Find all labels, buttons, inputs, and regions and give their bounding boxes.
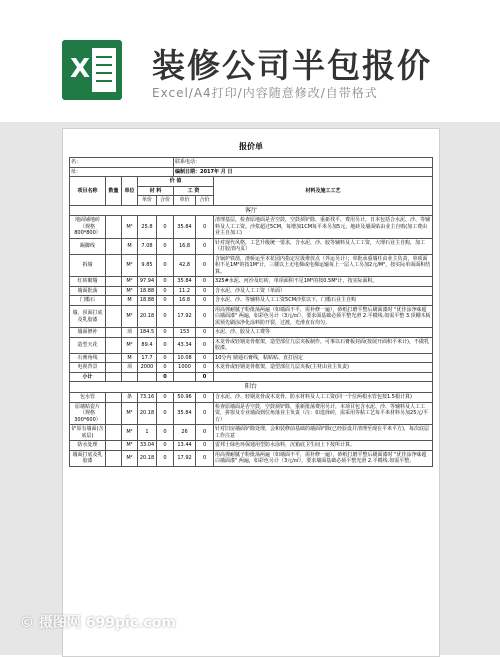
item-unit: M²	[122, 441, 138, 451]
item-name: 拆墙	[70, 254, 106, 277]
labor-total: 0	[196, 305, 214, 328]
labor-unit-price: 42.8	[174, 254, 196, 277]
item-qty	[106, 337, 122, 353]
material-unit-price: 17.7	[138, 353, 157, 363]
labor-unit-price: 13.44	[174, 441, 196, 451]
labor-total: 0	[196, 441, 214, 451]
labor-total: 0	[196, 328, 214, 338]
page-title: 装修公司半包报价	[152, 46, 432, 85]
labor-total: 0	[196, 353, 214, 363]
item-unit: M²	[122, 216, 138, 239]
material-total: 0	[157, 337, 174, 353]
table-row	[70, 425, 433, 441]
table-row	[70, 286, 433, 296]
table-row	[70, 216, 433, 239]
material-unit-price: 7.08	[138, 238, 157, 254]
date-label: 编制日期：2017年 月 日	[174, 167, 433, 177]
table-row	[70, 402, 433, 425]
item-qty	[106, 277, 122, 287]
item-unit: M	[122, 296, 138, 306]
item-process: 10分内 鼎通石膏线，粘贴贴、直打固定	[214, 353, 433, 363]
table-row	[70, 328, 433, 338]
watermark: © 摄图网 699pic.com	[20, 615, 176, 631]
item-qty	[106, 254, 122, 277]
material-total: 0	[157, 296, 174, 306]
labor-unit-price: 35.84	[174, 216, 196, 239]
material-total: 0	[157, 216, 174, 239]
col-item: 项目名称	[70, 177, 106, 206]
item-process: 检查原墙面是否空鼓，空鼓须铲除，重新批荡费用另计，本项目包含水泥、沙、等辅料及人工工资，拼窗及专业墙面到位角落业主负责（注：如选择砖，需采用等粘工艺每平米材料另加25元/平方）	[214, 402, 433, 425]
item-unit: M²	[122, 450, 138, 466]
item-qty	[106, 402, 122, 425]
item-name: 防水处理	[70, 441, 106, 451]
labor-total: 0	[196, 402, 214, 425]
section-row	[70, 205, 433, 216]
material-unit-price: 20.18	[138, 305, 157, 328]
material-total: 0	[157, 286, 174, 296]
sheet-icon	[92, 48, 116, 92]
material-total: 0	[157, 277, 174, 287]
banner	[0, 0, 500, 122]
material-unit-price: 89.4	[138, 337, 157, 353]
section-row	[70, 382, 433, 393]
material-unit-price: 33.04	[138, 441, 157, 451]
item-unit: 项	[122, 363, 138, 373]
info-row	[70, 167, 433, 177]
material-total: 0	[157, 305, 174, 328]
material-total: 0	[157, 363, 174, 373]
item-qty	[106, 328, 122, 338]
item-process: 用高弹耐腻子粉批荡两遍（如墙面不平，需补修一遍），砂纸打磨平整后刷面漆时 "优佳涂净味超白墙面漆" 两遍，如彩色另计（3元/㎡），要求面基础必须平整光滑 2.平模线.如需平整 3.顶棚木板需预先刷涂净化涂料防开裂，过渡，光滑直有均匀。	[215, 306, 431, 326]
labor-unit-price: 35.84	[174, 277, 196, 287]
col-unit-price: 单价	[138, 196, 157, 206]
table-row	[70, 353, 433, 363]
item-name: 电视背景	[70, 363, 106, 373]
item-name: 地面铺地砖（规格800*800）	[70, 216, 106, 239]
table-row	[70, 277, 433, 287]
section-title: 客厅	[70, 205, 433, 216]
labor-total: 0	[196, 296, 214, 306]
item-name: 包水管	[70, 393, 106, 403]
col-material: 材 料	[138, 186, 174, 196]
item-unit: M²	[122, 254, 138, 277]
table-row	[70, 450, 433, 466]
item-name: 铲原有墙面(含底层)	[70, 425, 106, 441]
section-title: 阳台	[70, 382, 433, 393]
item-unit: M²	[122, 286, 138, 296]
subtotal-label: 小计	[70, 372, 106, 382]
item-unit: 项	[122, 328, 138, 338]
material-unit-price: 20.18	[138, 450, 157, 466]
item-name: 原墙贴瓷片（规格300*600）	[70, 402, 106, 425]
item-process: 用高弹耐腻子粉批荡两遍（如墙面不平，需补修一遍），砂纸打磨平整后刷面漆时 "优佳涂净味超白墙面漆" 两遍，如彩色另计（3元/㎡），要求墙面基础必须平整光滑 2.平模线.如需平整。	[214, 450, 433, 466]
material-unit-price: 18.88	[138, 286, 157, 296]
material-unit-price: 184.5	[138, 328, 157, 338]
item-process: 木龙骨或轻钢龙骨框架，造型部位九层夹板制作，可事以石膏板封面(按展开面积平米计)，不做乳胶漆。	[214, 337, 433, 353]
excel-icon: X	[62, 40, 122, 100]
labor-total: 0	[196, 238, 214, 254]
address-label: 址：	[70, 167, 174, 177]
col-total: 合价	[196, 196, 214, 206]
item-unit: M²	[122, 305, 138, 328]
empty-cell	[106, 372, 122, 382]
item-name: 墙面批荡	[70, 286, 106, 296]
material-total: 0	[157, 425, 174, 441]
labor-unit-price: 26	[174, 425, 196, 441]
material-total: 0	[157, 353, 174, 363]
material-total: 0	[157, 441, 174, 451]
item-unit: M²	[122, 402, 138, 425]
table-row	[70, 441, 433, 451]
labor-unit-price: 16.8	[174, 296, 196, 306]
item-process: 325#水泥、河沙及红砖，单项面积不足1M²的按0.5M²计，按实际面积。	[214, 277, 433, 287]
item-name: 墙、顶面打底及乳胶漆	[70, 305, 106, 328]
col-qty: 数量	[106, 177, 122, 206]
labor-total: 0	[196, 363, 214, 373]
material-unit-price: 20.18	[138, 402, 157, 425]
table-row	[70, 393, 433, 403]
item-qty	[106, 353, 122, 363]
labor-unit-price: 16.8	[174, 238, 196, 254]
item-qty	[106, 393, 122, 403]
material-total: 0	[157, 450, 174, 466]
table-row	[70, 254, 433, 277]
table-row	[70, 296, 433, 306]
labor-total: 0	[196, 216, 214, 239]
item-qty	[106, 305, 122, 328]
item-qty	[106, 286, 122, 296]
item-process: 水泥、沙、胶及人工费等	[214, 328, 433, 338]
item-unit: M	[122, 353, 138, 363]
item-name: 踢脚线	[70, 238, 106, 254]
labor-unit-price: 10.08	[174, 353, 196, 363]
material-unit-price: 97.94	[138, 277, 157, 287]
labor-total: 0	[196, 277, 214, 287]
item-process: 雷邦士绿色环保通用型防水涂料，沉箱底卫生间上下按所计算。	[214, 441, 433, 451]
item-qty	[106, 450, 122, 466]
labor-total: 0	[196, 337, 214, 353]
item-name: 墙面修补	[70, 328, 106, 338]
material-total: 0	[157, 328, 174, 338]
subtotal-row	[70, 372, 433, 382]
labor-unit-price: 1000	[174, 363, 196, 373]
item-process: 含水泥、沙及人工工资（单面）	[214, 286, 433, 296]
col-unit-price: 单价	[174, 196, 196, 206]
labor-unit-price: 43.34	[174, 337, 196, 353]
col-price: 价 值	[138, 177, 214, 187]
material-unit-price: 25.8	[138, 216, 157, 239]
contact-label: 联系电话：	[174, 158, 433, 168]
quote-table	[69, 157, 433, 467]
empty-cell	[138, 372, 157, 382]
material-unit-price: 9.85	[138, 254, 157, 277]
item-name: 红砖砌墙	[70, 277, 106, 287]
item-qty	[106, 425, 122, 441]
empty-cell	[174, 372, 196, 382]
header-row	[70, 177, 433, 187]
material-unit-price: 73.16	[138, 393, 157, 403]
document-preview	[62, 128, 440, 657]
col-process: 材料及施工工艺	[214, 177, 433, 206]
labor-unit-price: 153	[174, 328, 196, 338]
subtotal-material: 0	[157, 372, 174, 382]
material-unit-price: 2000	[138, 363, 157, 373]
table-row	[70, 337, 433, 353]
item-unit: M²	[122, 425, 138, 441]
table-row	[70, 238, 433, 254]
item-name: 墙面打底及乳胶漆	[70, 450, 106, 466]
item-unit: M	[122, 238, 138, 254]
item-name: 石膏角线	[70, 353, 106, 363]
document-title: 报价单	[239, 142, 263, 151]
material-total: 0	[157, 402, 174, 425]
item-qty	[106, 363, 122, 373]
subtotal-labor: 0	[196, 372, 214, 382]
labor-total: 0	[196, 286, 214, 296]
labor-total: 0	[196, 393, 214, 403]
labor-total: 0	[196, 450, 214, 466]
labor-unit-price: 50.96	[174, 393, 196, 403]
col-total: 合价	[157, 196, 174, 206]
item-unit: M²	[122, 337, 138, 353]
labor-unit-price: 17.92	[174, 305, 196, 328]
item-process: 含水泥、沙、等辅料及人工工资5CM沙浆以下，门槛石业主自购	[214, 296, 433, 306]
material-total: 0	[157, 254, 174, 277]
item-name: 门槛石	[70, 296, 106, 306]
item-process: 木龙骨或轻钢龙骨框架，造型部位九层夹板(主材由业主负责)	[214, 363, 433, 373]
material-total: 0	[157, 393, 174, 403]
material-unit-price: 1	[138, 425, 157, 441]
item-name: 造型天花	[70, 337, 106, 353]
item-process: 针对旧房墙面铲除处理，会和装修前基础的墙面铲除(已经验设并清理至现在平米平方)，每次底层工作注意	[214, 425, 433, 441]
table-row	[70, 305, 433, 328]
item-qty	[106, 441, 122, 451]
item-process: 针对现代风格，工艺升级统一要求，含水泥、沙、胶等辅料及人工工资，大理石业主自购，加工（打胶清内页）	[214, 238, 433, 254]
col-unit: 单位	[122, 177, 138, 206]
labor-total: 0	[196, 425, 214, 441]
col-labor: 工 资	[174, 186, 214, 196]
page-subtitle: Excel/A4打印/内容随意修改/自带格式	[152, 86, 378, 100]
item-process: 含水泥、沙、轻钢龙骨或木龙骨、防水材料及人工工资(同一个位两根水管包按1.5根计算)	[214, 393, 433, 403]
labor-unit-price: 17.92	[174, 450, 196, 466]
item-unit: M²	[122, 277, 138, 287]
empty-cell	[122, 372, 138, 382]
empty-cell	[214, 372, 433, 382]
material-total: 0	[157, 238, 174, 254]
info-row	[70, 158, 433, 168]
item-qty	[106, 216, 122, 239]
item-process: 含锅炉铁凿，渣桥运至本花园内指定垃圾堆放点（外运另计）；单批承重墙任由业主负责，单项面积不足1M²的按1M²计，三楼以上无电梯或电梯运输每上一层人工另加2元/M²，按实际单面面积结算。	[214, 254, 433, 277]
labor-total: 0	[196, 254, 214, 277]
material-unit-price: 18.88	[138, 296, 157, 306]
item-qty	[106, 238, 122, 254]
labor-unit-price: 35.84	[174, 402, 196, 425]
item-unit: 条	[122, 393, 138, 403]
item-process: 清理基层，检查原地面是否空鼓，空鼓须铲除，重新找平，费用另计，日本包括合水泥、沙、等辅料及人工工资。沙浆超过5CM，每增加1CM每平米另加5元，地砖及墙面贴由业主自购(加工费由业主自加工)	[214, 216, 433, 239]
table-row	[70, 363, 433, 373]
customer-name-label: 名：	[70, 158, 174, 168]
item-qty	[106, 296, 122, 306]
labor-unit-price: 11.2	[174, 286, 196, 296]
